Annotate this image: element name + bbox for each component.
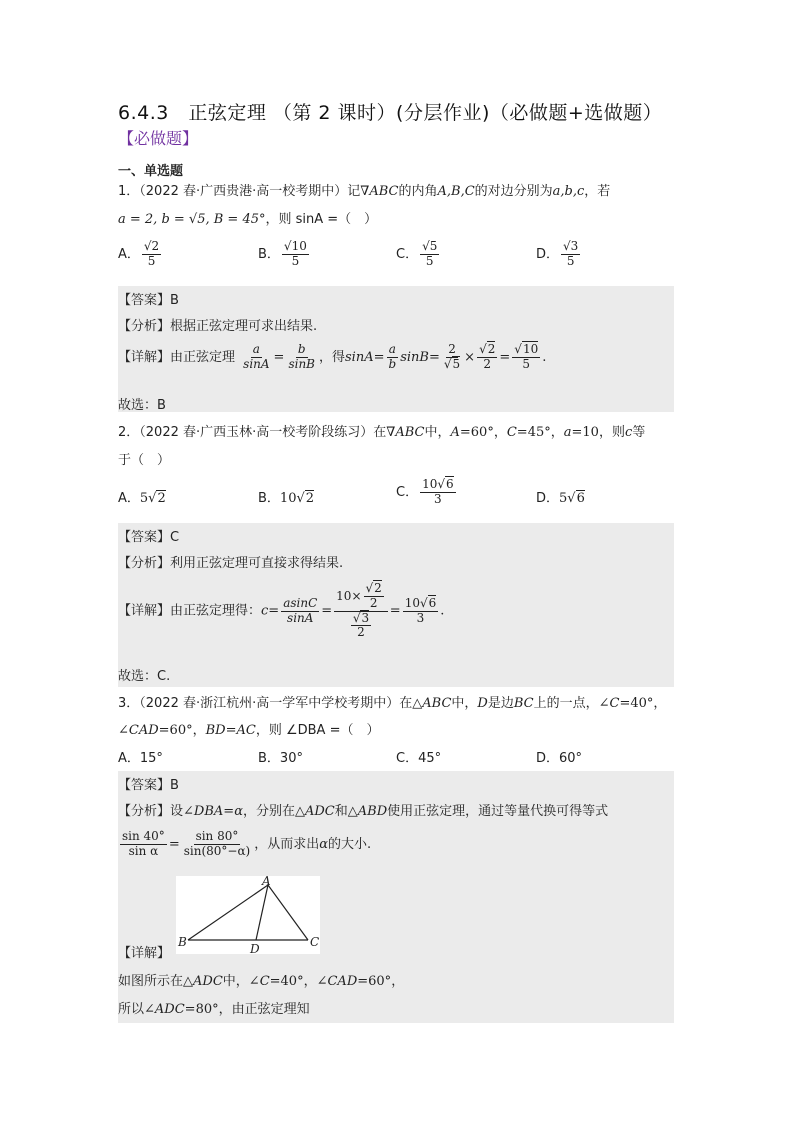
q2-detail: 【详解】由正弦定理得：c= $\frac{asinC}{\sin A}$ = 10× $\frac{√2}{2}$ $\frac{√3}{2}$ = $\frac{10√6}{3}$ . — [118, 581, 445, 640]
q3-analysis: 【分析】设∠DBA=α，分别在△ADC和△ABD使用正弦定理，通过等量代换可得等式 — [118, 804, 609, 819]
q3-analysis-formula: $\frac{\sin 40^\circ}{\text{sin α}}$ = $\frac{\sin 80^\circ}{\sin(80^\circ-\alpha)}$ ，从而求出α的大小. — [122, 829, 372, 858]
q2-conclusion: 故选：C. — [118, 669, 171, 684]
page-title: 6.4.3 正弦定理 （第 2 课时）(分层作业)（必做题+选做题） — [118, 102, 663, 124]
q3-option-a: A．15° — [118, 751, 163, 766]
vertex-label-d: D — [250, 942, 260, 956]
q3-detail-line1: 如图所示在△ADC中，∠C=40°，∠CAD=60°， — [118, 974, 405, 989]
q1-option-d: D． $\frac{√3}{5}$ — [536, 239, 579, 268]
vertex-label-a: A — [262, 874, 271, 888]
q3-detail-label: 【详解】 — [118, 946, 171, 961]
q2-option-d: D．5√6 — [536, 491, 585, 506]
q2-option-a: A．5√2 — [118, 491, 166, 506]
q3-answer: 【答案】B — [118, 778, 179, 793]
segment-ad — [256, 885, 268, 940]
q3-option-b: B．30° — [258, 751, 303, 766]
q3-option-d: D．60° — [536, 751, 583, 766]
side-ab — [188, 885, 268, 940]
q1-option-a: A． $\frac{√2}{5}$ — [118, 239, 160, 268]
side-ac — [268, 885, 308, 940]
q3-stem: 3．（2022 春·浙江杭州·高一学军中学校考期中）在△ABC中，D是边BC上的一点，∠C=40°， — [118, 696, 667, 711]
q1-analysis: 【分析】根据正弦定理可求出结果. — [118, 319, 318, 334]
triangle-figure — [176, 876, 320, 954]
q3-option-c: C．45° — [396, 751, 442, 766]
q2-stem: 2．（2022 春·广西玉林·高一校考阶段练习）在∇ABC中，A=60°，C=45°，a=10，则c等 — [118, 425, 646, 440]
q1-answer: 【答案】B — [118, 293, 179, 308]
required-tag: 【必做题】 — [118, 129, 199, 148]
section-heading: 一、单选题 — [118, 164, 184, 179]
q2-stem-end: 于（ ） — [118, 453, 171, 468]
q1-condition: a = 2, b = √5, B = 45°，则 sinA =（ ） — [118, 212, 378, 227]
vertex-label-c: C — [310, 935, 320, 949]
q1-option-b: B． $\frac{√10}{5}$ — [258, 239, 307, 268]
q2-answer: 【答案】C — [118, 530, 180, 545]
q3-detail-line2: 所以∠ADC=80°，由正弦定理知 — [118, 1002, 310, 1017]
q2-analysis: 【分析】利用正弦定理可直接求得结果. — [118, 556, 344, 571]
q3-stem-line2: ∠CAD=60°，BD=AC，则 ∠DBA =（ ） — [118, 723, 380, 738]
q2-option-c: C． $\frac{10√6}{3}$ — [396, 477, 454, 506]
q1-conclusion: 故选：B — [118, 398, 166, 413]
vertex-label-b: B — [178, 935, 187, 949]
q1-option-c: C． $\frac{√5}{5}$ — [396, 239, 438, 268]
q2-option-b: B．10√2 — [258, 491, 315, 506]
q1-detail: 【详解】由正弦定理 $\frac{a}{\sin A}$ = $\frac{b}{\sin B}$ ，得sinA= $\frac{a}{b}$ sinB= $\frac{2}{√5}$ × $\frac{√2}{2}$ = $\frac{√10}{5}$ . — [118, 342, 547, 371]
q1-stem: 1．（2022 春·广西贵港·高一校考期中）记∇ABC的内角A,B,C的对边分别为a,b,c，若 — [118, 184, 611, 199]
